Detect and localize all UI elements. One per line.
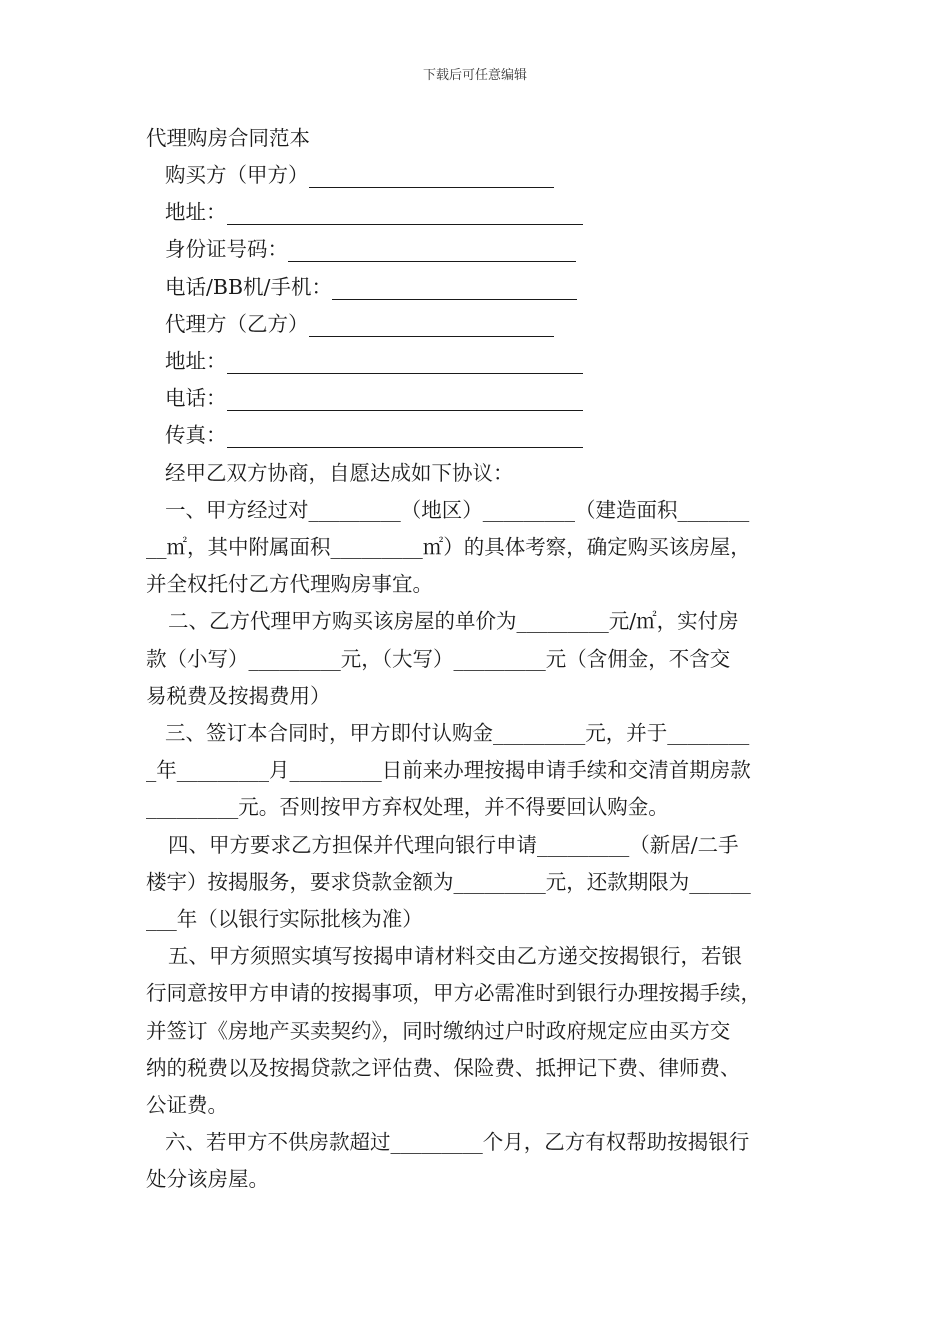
party-fields xyxy=(146,157,816,455)
agent-phone-blank xyxy=(227,386,583,411)
clause-line: _年_________月_________日前来办理按揭申请手续和交清首期房款 xyxy=(146,758,751,783)
page-header-note: 下载后可任意编辑 xyxy=(422,68,527,83)
id-number-field xyxy=(146,231,816,268)
clause-line: 款（小写）_________元，（大写）_________元（含佣金，不含交 xyxy=(146,646,731,671)
clause-6 xyxy=(146,1124,816,1198)
clause-line: __㎡，其中附属面积_________㎡）的具体考察，确定购买该房屋， xyxy=(146,535,751,560)
clause-5 xyxy=(146,938,816,1124)
agent-address-field xyxy=(146,343,816,380)
field-label: 代理方（乙方） xyxy=(165,311,309,336)
buyer-blank xyxy=(309,163,554,188)
clause-line: 六、若甲方不供房款超过_________个月，乙方有权帮助按揭银行 xyxy=(165,1130,750,1155)
clause-line: 并签订《房地产买卖契约》，同时缴纳过户时政府规定应由买方交 xyxy=(146,1018,731,1043)
phone-field xyxy=(146,269,816,306)
clause-1 xyxy=(146,492,816,604)
clause-2 xyxy=(146,603,816,715)
agent-phone-field xyxy=(146,380,816,417)
document-title: 代理购房合同范本 xyxy=(146,126,310,150)
field-label: 身份证号码： xyxy=(165,237,288,262)
field-label: 地址： xyxy=(165,200,227,225)
clause-line: 一、甲方经过对_________（地区）_________（建造面积_______ xyxy=(165,497,750,522)
buyer-field xyxy=(146,157,816,194)
id-number-blank xyxy=(288,237,576,262)
field-label: 电话/BB机/手机： xyxy=(165,274,332,299)
clause-4 xyxy=(146,827,816,939)
field-label: 购买方（甲方） xyxy=(165,163,309,187)
clause-3 xyxy=(146,715,816,827)
clause-line: 五、甲方须照实填写按揭申请材料交由乙方递交按揭银行，若银 xyxy=(168,944,742,969)
clause-line: 四、甲方要求乙方担保并代理向银行申请_________（新居/二手 xyxy=(168,832,739,857)
clause-line: 并全权托付乙方代理购房事宜。 xyxy=(146,572,433,597)
field-label: 电话： xyxy=(165,386,227,411)
fax-field xyxy=(146,417,816,454)
field-label: 地址： xyxy=(165,349,227,374)
agent-field xyxy=(146,306,816,343)
intro-line: 经甲乙双方协商，自愿达成如下协议： xyxy=(165,460,514,485)
fax-blank xyxy=(227,423,583,448)
phone-blank xyxy=(332,275,577,300)
contract-document xyxy=(146,120,816,1199)
clause-line: 纳的税费以及按揭贷款之评估费、保险费、抵押记下费、律师费、 xyxy=(146,1055,741,1080)
buyer-address-blank xyxy=(227,200,583,225)
intro-paragraph xyxy=(146,455,816,492)
clause-line: _________元。否则按甲方弃权处理，并不得要回认购金。 xyxy=(146,795,669,820)
field-label: 传真： xyxy=(165,423,227,448)
clause-line: ___年（以银行实际批核为准） xyxy=(146,907,423,932)
clause-line: 行同意按甲方申请的按揭事项，甲方必需准时到银行办理按揭手续， xyxy=(146,981,761,1006)
clause-line: 三、签订本合同时，甲方即付认购金_________元，并于________ xyxy=(165,721,750,746)
clause-line: 公证费。 xyxy=(146,1093,228,1118)
clause-line: 楼宇）按揭服务，要求贷款金额为_________元，还款期限为______ xyxy=(146,869,751,894)
agent-blank xyxy=(309,312,554,337)
clause-line: 易税费及按揭费用） xyxy=(146,683,331,708)
clause-line: 处分该房屋。 xyxy=(146,1167,269,1192)
clause-line: 二、乙方代理甲方购买该房屋的单价为_________元/㎡，实付房 xyxy=(168,609,739,634)
buyer-address-field xyxy=(146,194,816,231)
agent-address-blank xyxy=(227,349,583,374)
